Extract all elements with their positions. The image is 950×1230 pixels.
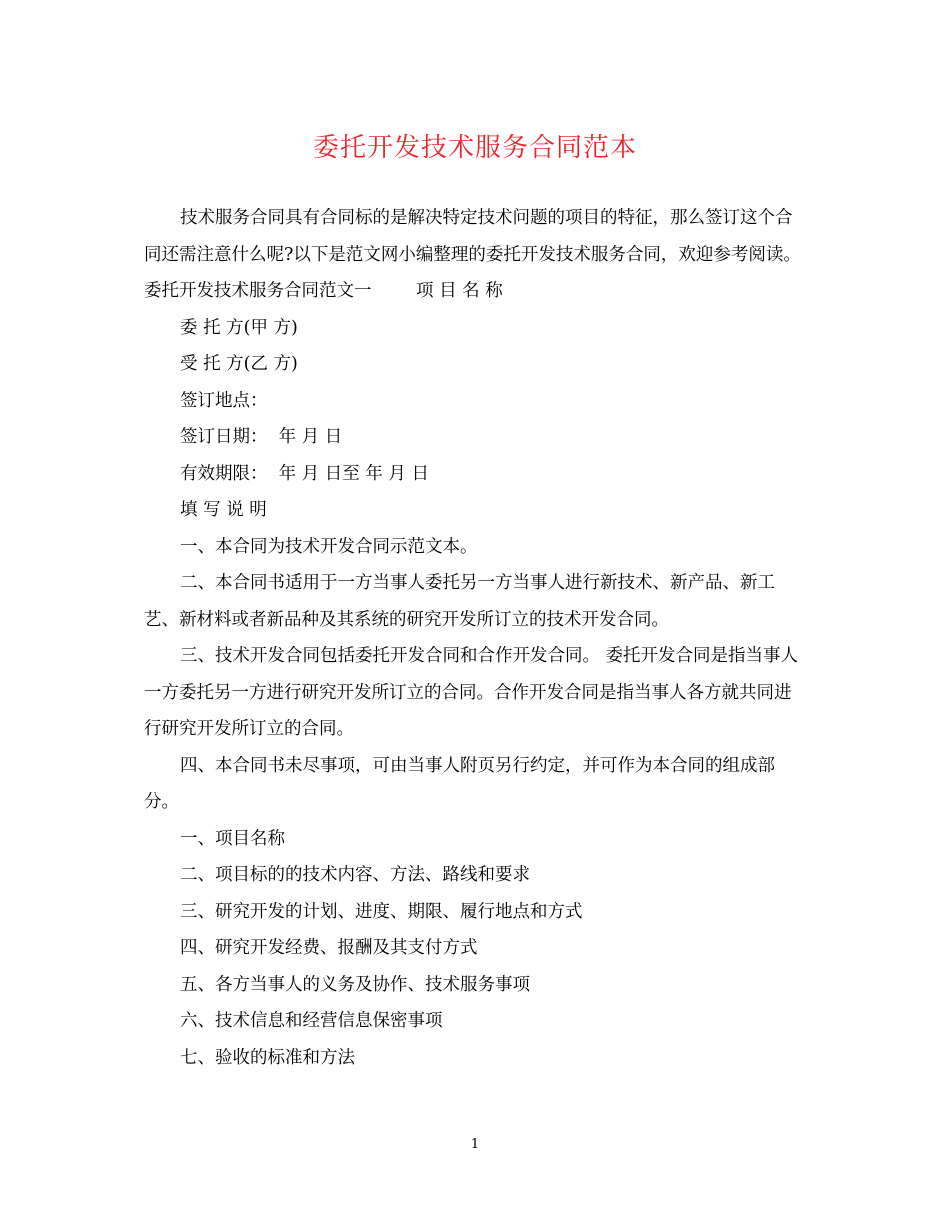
section-item: 五、各方当事人的义务及协作、技术服务事项 bbox=[180, 974, 530, 995]
page-number: 1 bbox=[470, 1137, 480, 1152]
section-item: 一、项目名称 bbox=[180, 828, 285, 849]
instruction-item: 一、本合同为技术开发合同示范文本。 bbox=[180, 536, 478, 557]
instruction-item: 三、技术开发合同包括委托开发合同和合作开发合同。 委托开发合同是指当事人一方委托另一方进行研究开发所订立的合同。合作开发合同是指当事人各方就共同进行研究开发所订立的合同。 bbox=[144, 646, 799, 739]
intro-paragraph: 技术服务合同具有合同标的是解决特定技术问题的项目的特征，那么签订这个合同还需注意什么呢?以下是范文网小编整理的委托开发技术服务合同，欢迎参考阅读。 bbox=[144, 208, 801, 265]
section-item: 二、项目标的的技术内容、方法、路线和要求 bbox=[180, 865, 530, 885]
field-place: 签订地点： bbox=[180, 390, 268, 411]
document-body bbox=[144, 200, 808, 1076]
instruction-item: 四、本合同书未尽事项，可由当事人附页另行约定，并可作为本合同的组成部分。 bbox=[144, 755, 775, 812]
section-item: 七、验收的标准和方法 bbox=[180, 1047, 355, 1068]
section-item: 六、技术信息和经营信息保密事项 bbox=[180, 1011, 443, 1031]
section-item: 四、研究开发经费、报酬及其支付方式 bbox=[180, 938, 478, 958]
field-contractor: 受 托 方(乙 方) bbox=[180, 354, 298, 374]
section-item: 三、研究开发的计划、进度、期限、履行地点和方式 bbox=[180, 901, 583, 922]
instructions-heading: 填 写 说 明 bbox=[180, 500, 267, 520]
field-client: 委 托 方(甲 方) bbox=[180, 317, 298, 338]
instruction-item: 二、本合同书适用于一方当事人委托另一方当事人进行新技术、新产品、新工艺、新材料或者新品种及其系统的研究开发所订立的技术开发合同。 bbox=[144, 573, 775, 630]
document-title: 委托开发技术服务合同范本 bbox=[312, 133, 637, 163]
sample-heading: 委托开发技术服务合同范文一 项 目 名 称 bbox=[144, 281, 503, 301]
field-date: 签订日期： 年 月 日 bbox=[180, 427, 343, 447]
field-validity: 有效期限： 年 月 日至 年 月 日 bbox=[180, 463, 429, 484]
